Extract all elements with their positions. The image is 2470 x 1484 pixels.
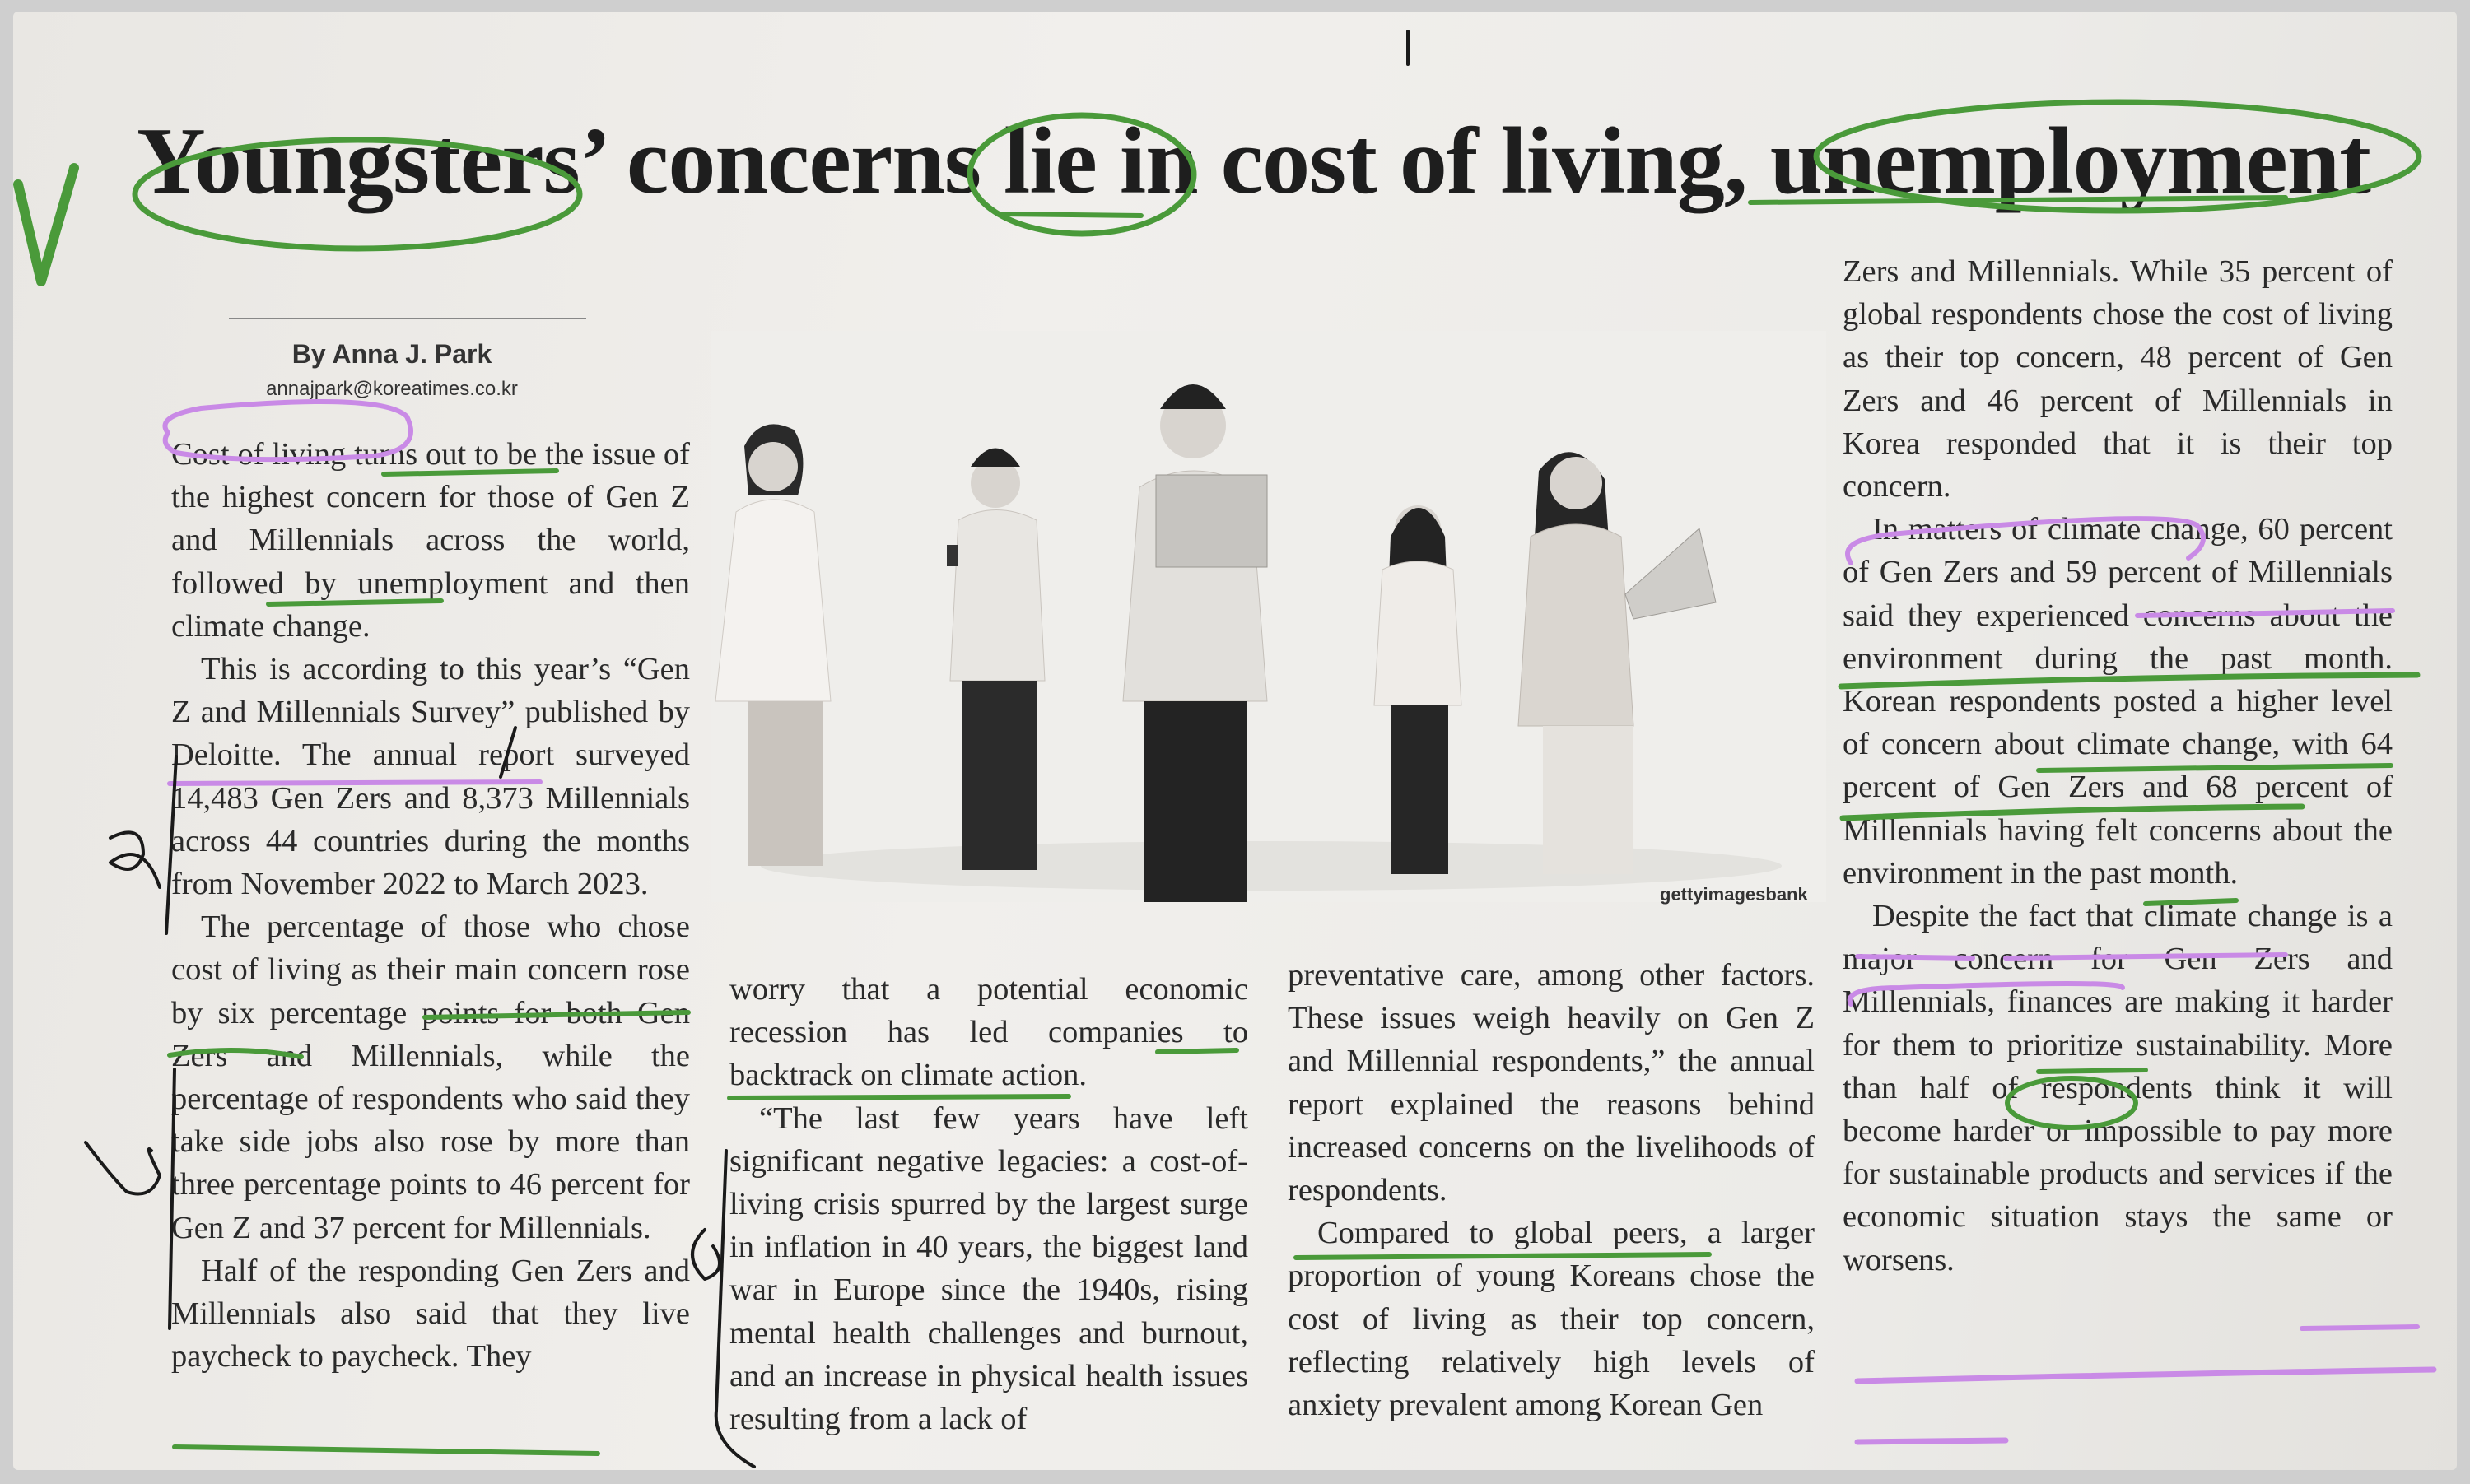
article-column-3 bbox=[1288, 954, 1815, 1426]
headline: Youngsters’ concerns lie in cost of living, unemployment bbox=[137, 109, 2370, 214]
margin-mark bbox=[86, 1142, 160, 1194]
article-column-1 bbox=[171, 433, 690, 1378]
paragraph: This is according to this year’s “Gen Z and Millennials Survey” published by Deloitte. The annual report surveyed 14,483 Gen Zers and 8,373 Millennials across 44 countries during the months from November 2022 to March 2023. bbox=[171, 652, 690, 902]
byline bbox=[219, 339, 565, 401]
paragraph: Half of the responding Gen Zers and Millennials also said that they live paycheck to paycheck. They bbox=[171, 1253, 690, 1375]
paragraph: The percentage of those who chose cost of living as their main concern rose by six percentage points for both Gen Zers and Millennials, while the percentage of respondents who said they take side jobs also rose by more than three percentage points to 46 percent for Gen Z and 37 percent for Millennials. bbox=[171, 909, 690, 1245]
paragraph: Compared to global peers, a larger proportion of young Koreans chose the cost of living as their top concern, reflecting relatively high levels of anxiety prevalent among Korean Gen bbox=[1288, 1216, 1815, 1423]
author-email: annajpark@koreatimes.co.kr bbox=[266, 378, 518, 400]
article-column-4 bbox=[1843, 250, 2393, 1282]
paragraph: Cost of living turns out to be the issue of the highest concern for those of Gen Z and Millennials across the world, followed by unemployment and then climate change. bbox=[171, 437, 690, 644]
margin-mark bbox=[110, 832, 160, 887]
check-mark-icon bbox=[18, 168, 74, 281]
paragraph: worry that a potential economic recession has led companies to backtrack on climate action. bbox=[729, 972, 1248, 1093]
article-photo bbox=[711, 331, 1826, 902]
paragraph: preventative care, among other factors. These issues weigh heavily on Gen Z and Millennial respondents,” the annual report explained the reasons behind increased concerns on the livelihoods of respondents. bbox=[1288, 958, 1815, 1208]
byline-rule bbox=[229, 318, 586, 319]
photo-credit: gettyimagesbank bbox=[1660, 884, 1808, 905]
paragraph: Zers and Millennials. While 35 percent of global respondents chose the cost of living as their top concern, 48 percent of Gen Zers and 46 percent of Millennials in Korea responded that it is their top concern. bbox=[1843, 254, 2393, 505]
article-column-2 bbox=[729, 968, 1248, 1440]
paragraph: In matters of climate change, 60 percent of Gen Zers and 59 percent of Millennials said they experienced concerns about the environment during the past month. Korean respondents posted a higher level of concern about climate change, with 64 percent of Gen Zers and 68 percent of Millennials having felt concerns about the environment in the past month. bbox=[1843, 512, 2393, 891]
author-name: By Anna J. Park bbox=[291, 339, 492, 369]
paragraph: “The last few years have left significant negative legacies: a cost-of-living crisis spurred by the largest surge in inflation in 40 years, the biggest land war in Europe since the 1940s, rising mental health challenges and burnout, and an increase in physical health issues resulting from a lack of bbox=[729, 1100, 1248, 1437]
paragraph: Despite the fact that climate change is a major concern for Gen Zers and Millennials, finances are making it harder for them to prioritize sustainability. More than half of respondents think it will become harder or impossible to pay more for sustainable products and services if the economic situation stays the same or worsens. bbox=[1843, 899, 2393, 1277]
newspaper-clipping bbox=[13, 12, 2457, 1470]
